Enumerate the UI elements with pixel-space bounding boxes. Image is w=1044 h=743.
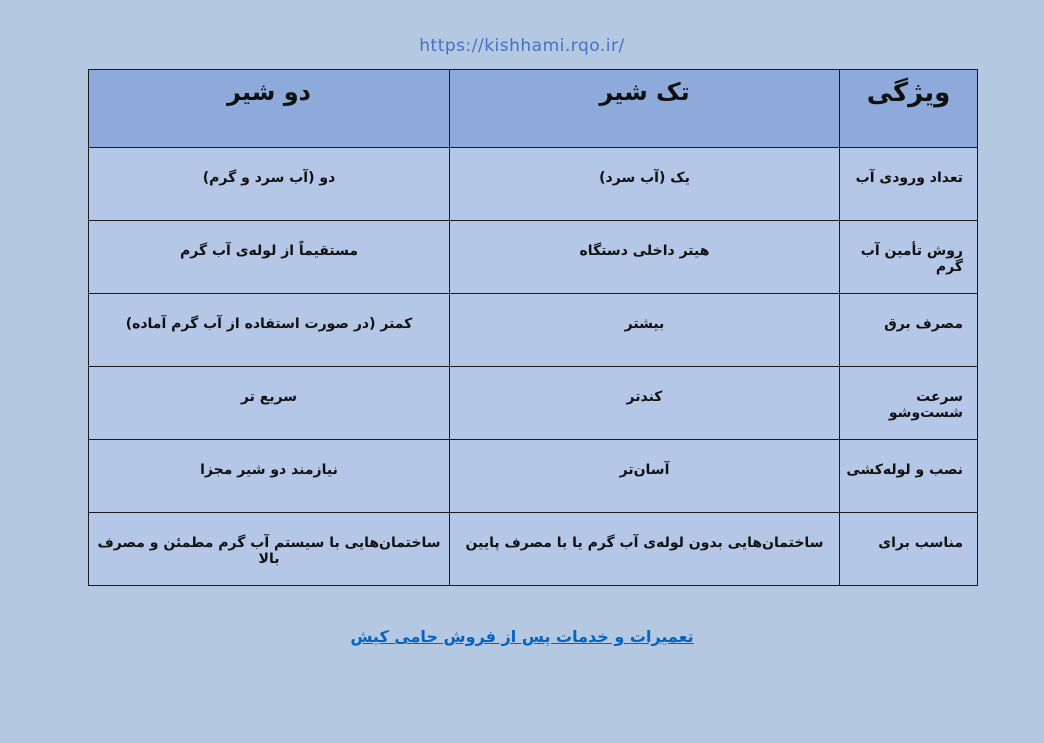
row-feature-cell: تعداد ورودی آب <box>840 148 978 221</box>
after-sales-service-link[interactable]: تعمیرات و خدمات پس از فروش حامی کیش <box>350 627 694 646</box>
double-tap-cell: ساختمان‌هایی با سیستم آب گرم مطمئن و مصرف بالا <box>89 513 450 586</box>
double-tap-cell: نیازمند دو شیر مجزا <box>89 440 450 513</box>
table-header-row <box>89 70 978 148</box>
single-tap-cell: آسان‌تر <box>450 440 840 513</box>
comparison-table <box>88 69 978 586</box>
single-tap-cell: ساختمان‌هایی بدون لوله‌ی آب گرم یا با مصرف پایین <box>450 513 840 586</box>
single-tap-cell: بیشتر <box>450 294 840 367</box>
double-tap-cell: دو (آب سرد و گرم) <box>89 148 450 221</box>
column-header-double-tap: دو شیر <box>89 70 450 148</box>
row-feature-cell: مصرف برق <box>840 294 978 367</box>
double-tap-cell: سریع تر <box>89 367 450 440</box>
footer <box>0 627 1044 646</box>
column-header-feature: ویژگی <box>840 70 978 148</box>
table-row <box>89 513 978 586</box>
double-tap-cell: مستقیماً از لوله‌ی آب گرم <box>89 221 450 294</box>
table-row <box>89 440 978 513</box>
table-row <box>89 367 978 440</box>
site-url: https://kishhami.rqo.ir/ <box>419 36 625 56</box>
row-feature-cell: نصب و لوله‌کشی <box>840 440 978 513</box>
row-feature-cell: مناسب برای <box>840 513 978 586</box>
table-row <box>89 148 978 221</box>
single-tap-cell: یک (آب سرد) <box>450 148 840 221</box>
row-feature-cell: روش تأمین آب گرم <box>840 221 978 294</box>
double-tap-cell: کمتر (در صورت استفاده از آب گرم آماده) <box>89 294 450 367</box>
single-tap-cell: کندتر <box>450 367 840 440</box>
row-feature-cell: سرعت شست‌وشو <box>840 367 978 440</box>
column-header-single-tap: تک شیر <box>450 70 840 148</box>
single-tap-cell: هیتر داخلی دستگاه <box>450 221 840 294</box>
table-row <box>89 221 978 294</box>
table-row <box>89 294 978 367</box>
